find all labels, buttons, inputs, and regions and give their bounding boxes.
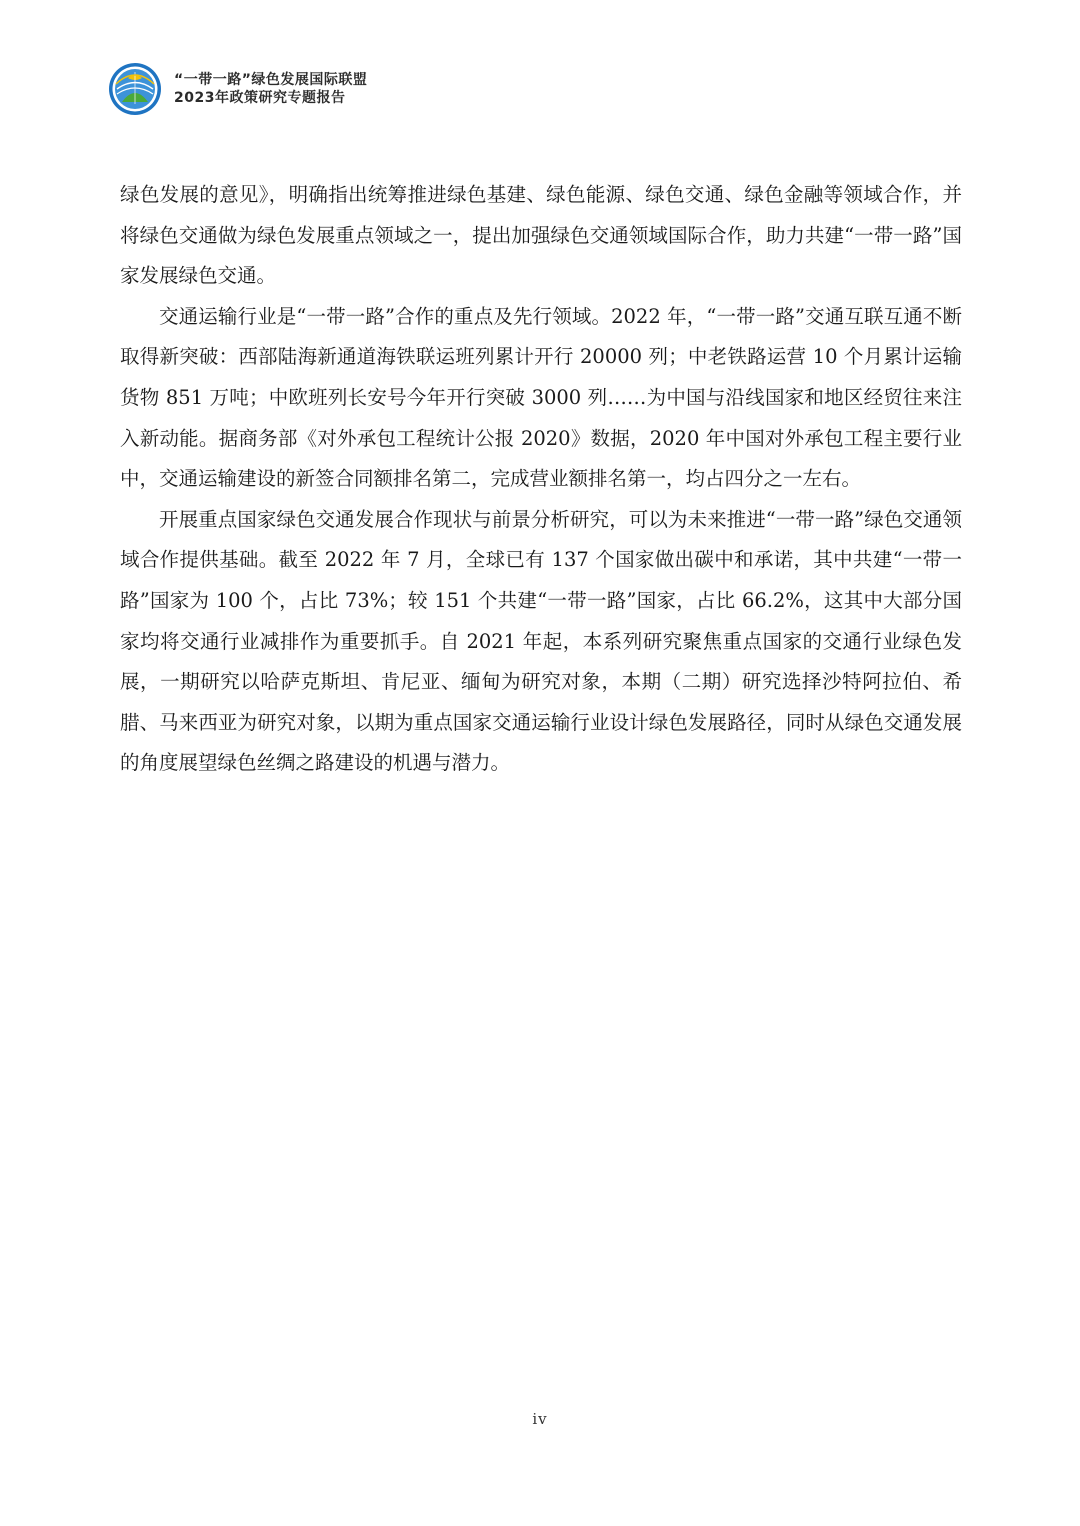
header-title-line1: “一带一路”绿色发展国际联盟 — [174, 72, 368, 88]
paragraph: 开展重点国家绿色交通发展合作现状与前景分析研究，可以为未来推进“一带一路”绿色交通领域合作提供基础。截至 2022 年 7 月，全球已有 137 个国家做出碳中和承诺，其中共建“一带一路”国家为 100 个，占比 73%；较 151 个共建“一带一路”国家，占比 66.2%，这其中大部分国家均将交通行业减排作为重要抓手。自 2021 年起，本系列研究聚焦重点国家的交通行业绿色发展，一期研究以哈萨克斯坦、肯尼亚、缅甸为研究对象，本期（二期）研究选择沙特阿拉伯、希腊、马来西亚为研究对象，以期为重点国家交通运输行业设计绿色发展路径，同时从绿色交通发展的角度展望绿色丝绸之路建设的机遇与潜力。 — [120, 507, 962, 775]
paragraph: 绿色发展的意见》，明确指出统筹推进绿色基建、绿色能源、绿色交通、绿色金融等领域合作，并将绿色交通做为绿色发展重点领域之一，提出加强绿色交通领域国际合作，助力共建“一带一路”国家发展绿色交通。 — [120, 183, 962, 288]
page-header — [108, 62, 367, 116]
alliance-logo-icon — [108, 62, 162, 116]
body-text — [120, 175, 962, 784]
header-title-line2: 2023年政策研究专题报告 — [174, 90, 346, 106]
page-number: iv — [532, 1410, 548, 1428]
paragraph: 交通运输行业是“一带一路”合作的重点及先行领域。2022 年，“一带一路”交通互联互通不断取得新突破：西部陆海新通道海铁联运班列累计开行 20000 列；中老铁路运营 10 个月累计运输货物 851 万吨；中欧班列长安号今年开行突破 3000 列……为中国与沿线国家和地区经贸往来注入新动能。据商务部《对外承包工程统计公报 2020》数据，2020 年中国对外承包工程主要行业中，交通运输建设的新签合同额排名第二，完成营业额排名第一，均占四分之一左右。 — [120, 304, 962, 491]
header-title-block — [174, 71, 367, 107]
